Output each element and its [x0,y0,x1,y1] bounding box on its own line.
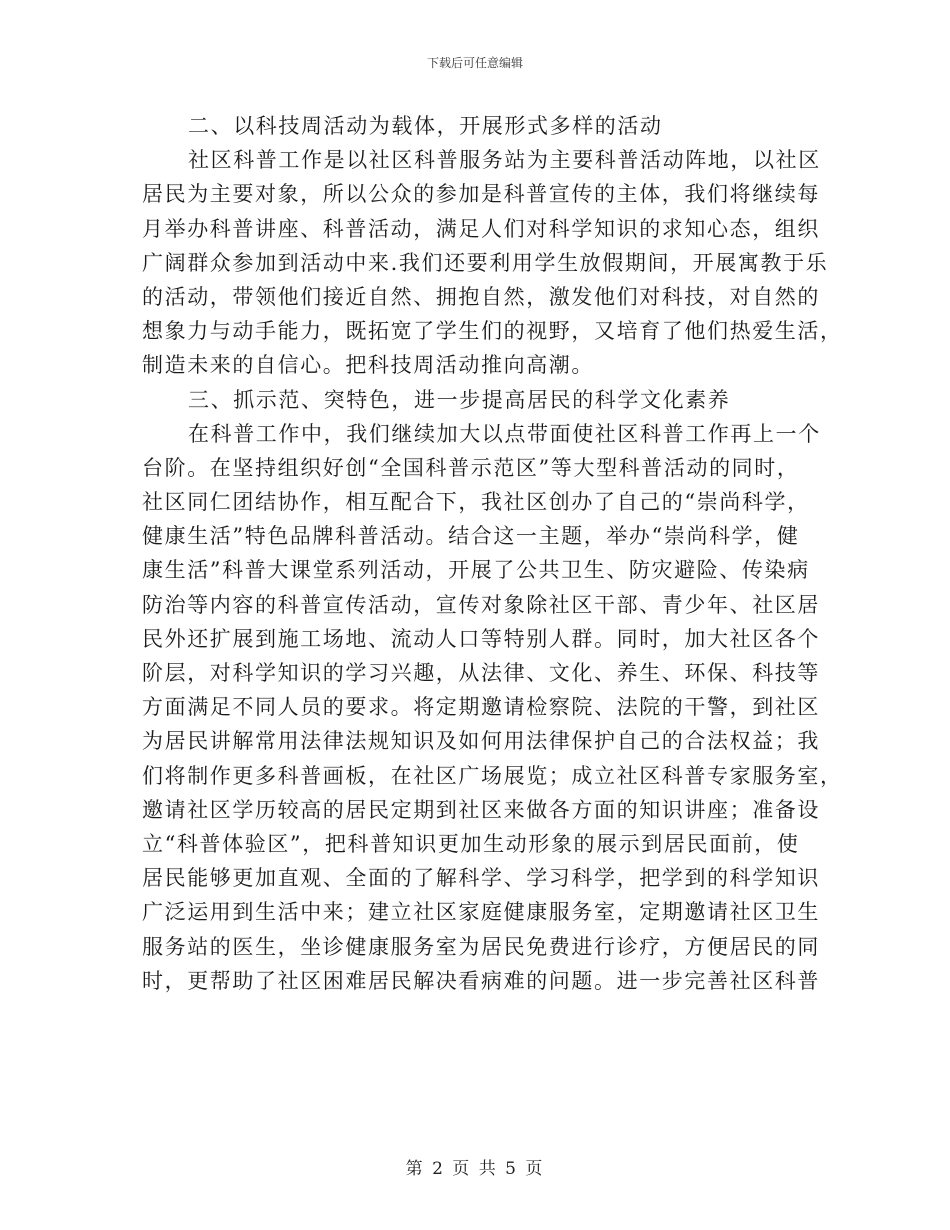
text-line: 想象力与动手能力，既拓宽了学生们的视野，又培育了他们热爱生活， [142,319,843,344]
text-line: 康生活”科普大课堂系列活动，开展了公共卫生、防灾避险、传染病 [142,558,810,583]
text-line: 健康生活”特色品牌科普活动。结合这一主题，举办“崇尚科学，健 [142,524,800,549]
text-line: 制造未来的自信心。把科技周活动推向高潮。 [142,353,594,378]
text-line: 服务站的医生，坐诊健康服务室为居民免费进行诊疗，方便居民的同 [142,934,820,959]
text-line: 防治等内容的科普宣传活动，宣传对象除社区干部、青少年、社区居 [142,592,820,617]
text-line: 居民为主要对象，所以公众的参加是科普宣传的主体，我们将继续每 [142,182,820,207]
text-line: 台阶。在坚持组织好创“全国科普示范区”等大型科普活动的同时， [142,455,800,480]
text-line: 广泛运用到生活中来；建立社区家庭健康服务室，定期邀请社区卫生 [142,900,820,925]
text-line: 二、以科技周活动为载体，开展形式多样的活动 [188,114,663,138]
text-line: 社区同仁团结协作，相互配合下，我社区创办了自己的“崇尚科学， [142,490,810,515]
text-line: 的活动，带领他们接近自然、拥抱自然，激发他们对科技，对自然的 [142,284,820,309]
text-line: 为居民讲解常用法律法规知识及如何用法律保护自己的合法权益；我 [142,729,820,754]
text-line: 广阔群众参加到活动中来.我们还要利用学生放假期间，开展寓教于乐 [142,250,829,275]
text-line: 邀请社区学历较高的居民定期到社区来做各方面的知识讲座；准备设 [142,797,820,822]
text-line: 阶层，对科学知识的学习兴趣，从法律、文化、养生、环保、科技等 [142,661,820,685]
text-line: 三、抓示范、突特色，进一步提高居民的科学文化素养 [188,387,731,412]
text-line: 居民能够更加直观、全面的了解科学、学习科学，把学到的科学知识 [142,866,820,891]
text-line: 民外还扩展到施工场地、流动人口等特别人群。同时，加大社区各个 [142,626,820,651]
text-line: 们将制作更多科普画板，在社区广场展览；成立社区科普专家服务室， [142,763,843,788]
header-note: 下载后可任意编辑 [426,56,523,70]
text-line: 时，更帮助了社区困难居民解决看病难的问题。进一步完善社区科普 [142,968,820,993]
body-text [142,109,843,998]
text-line: 方面满足不同人员的要求。将定期邀请检察院、法院的干警，到社区 [142,695,820,720]
text-line: 立“科普体验区”，把科普知识更加生动形象的展示到居民面前，使 [142,831,800,856]
text-line: 在科普工作中，我们继续加大以点带面使社区科普工作再上一个 [188,421,821,446]
text-line: 月举办科普讲座、科普活动，满足人们对科学知识的求知心态，组织 [142,216,820,241]
text-line: 社区科普工作是以社区科普服务站为主要科普活动阵地，以社区 [188,148,821,173]
page-number: 第 2 页 共 5 页 [405,1159,545,1179]
